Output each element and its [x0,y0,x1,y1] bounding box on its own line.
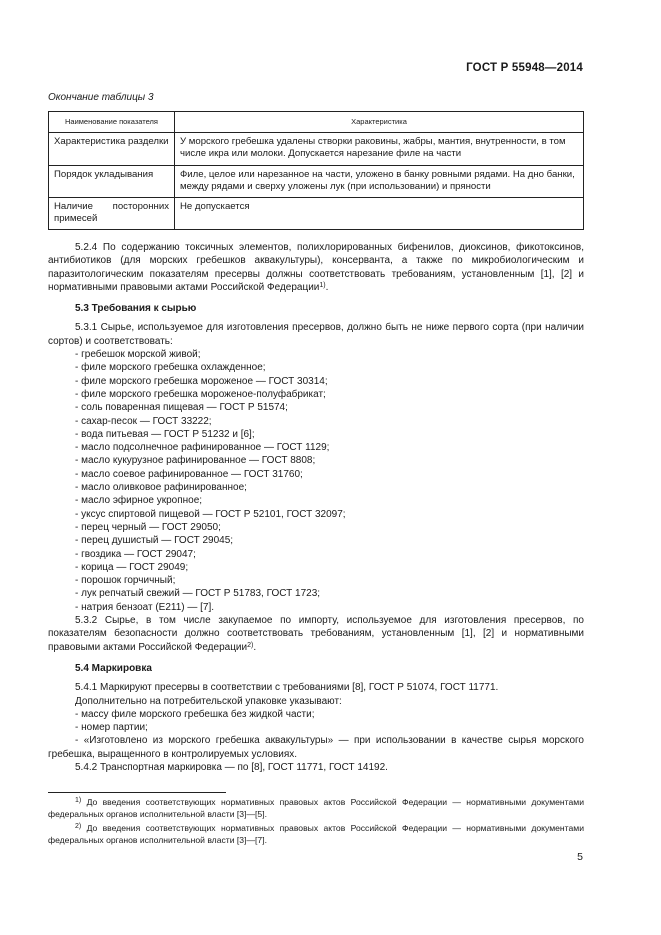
list-item: - филе морского гребешка охлажденное; [75,362,266,374]
list-item: - корица — ГОСТ 29049; [75,561,189,573]
list-item: - уксус спиртовой пищевой — ГОСТ Р 52101, ГОСТ 32097; [75,508,346,520]
column-header: Характеристика [175,112,584,133]
document-header: ГОСТ Р 55948—2014 [466,62,583,74]
paragraph-5-2-4: 5.2.4 По содержанию токсичных элементов, полихлорированных бифенилов, диоксинов, фикотоксинов, антибиотиков (для морских гребешков аквакультуры), консерванта, а также по микробиологическим и паразитологическим показателям пресервы должны соответствовать требованиям, установленным [1], [2] и нормативными правовыми актами Российской Федерации$^{1)}$. [48,242,584,293]
table-cell-name: Наличие посторонних примесей [49,198,175,230]
paragraph-5-4-1: 5.4.1 Маркируют пресервы в соответствии с требованиями [8], ГОСТ Р 51074, ГОСТ 11771. [75,682,499,694]
table-row [49,133,584,165]
list-item: - масло соевое рафинированное — ГОСТ 31760; [75,468,303,480]
paragraph-5-3-1: 5.3.1 Сырье, используемое для изготовления пресервов, должно быть не ниже первого сорта (при наличии сортов) и соответствовать: [48,322,584,347]
list-item: - вода питьевая — ГОСТ Р 51232 и [6]; [75,428,255,440]
list-item: - натрия бензоат (Е211) — [7]. [75,601,215,613]
paragraph-5-3-2: 5.3.2 Сырье, в том числе закупаемое по импорту, используемое для изготовления пресервов, по показателям безопасности должно соответствовать требованиям, установленным [1], [2] и нормативными правовыми актами Российской Федерации$^{2)}$. [48,615,584,653]
page-number: 5 [577,851,583,863]
footnote-mark: 2) [75,823,82,830]
footnote-ref: 2) [247,641,254,649]
list-item: - «Изготовлено из морского гребешка аквакультуры» — при использовании в качестве сырья морского гребешка, выращенного в контролируемых условиях. [48,735,584,760]
footnote: $^{1)}$ До введения соответствующих нормативных правовых актов Российской Федерации — нормативными документами федеральных органов исполнительной власти [3]—[5]. [48,797,584,819]
section-heading-5-4: 5.4 Маркировка [75,662,152,674]
list-item: - лук репчатый свежий — ГОСТ Р 51783, ГОСТ 1723; [75,588,321,600]
raw-materials-list [48,348,584,614]
list-item: - перец душистый — ГОСТ 29045; [75,535,234,547]
list-item: - соль поваренная пищевая — ГОСТ Р 51574; [75,402,288,414]
list-item: - филе морского гребешка мороженое — ГОСТ 30314; [75,375,328,387]
list-item: - массу филе морского гребешка без жидкой части; [75,708,315,720]
table-cell-value: У морского гребешка удалены створки раковины, жабры, мантия, внутренности, в том числе икра или молоки. Допускается нарезание филе на части [175,133,584,165]
document-body [48,241,584,774]
list-item: - филе морского гребешка мороженое-полуфабрикат; [75,388,326,400]
paragraph-5-4-1b: Дополнительно на потребительской упаковке указывают: [75,695,342,707]
spec-table [48,111,584,230]
table-cell-value: Не допускается [175,198,584,230]
table-row [49,198,584,230]
table-cell-value: Филе, целое или нарезанное на части, уложено в банку ровными рядами. На дно банки, между рядами и сверху уложены лук (при использовании) и пряности [175,165,584,197]
column-header: Наименование показателя [49,112,175,133]
list-item: - масло оливковое рафинированное; [75,482,247,494]
footnote-mark: 1) [75,797,82,804]
table-header-row [49,112,584,133]
footnote-divider [48,792,226,793]
section-heading-5-3: 5.3 Требования к сырью [75,303,197,315]
table-row [49,165,584,197]
list-item: - номер партии; [75,722,148,734]
list-item: - перец черный — ГОСТ 29050; [75,521,221,533]
list-item: - порошок горчичный; [75,575,176,587]
list-item: - масло кукурузное рафинированное — ГОСТ 8808; [75,455,316,467]
footnote-ref: 1) [319,281,326,289]
list-item: - гребешок морской живой; [75,349,201,361]
table-cell-name: Характеристика разделки [49,133,175,165]
paragraph-5-4-2: 5.4.2 Транспортная маркировка — по [8], ГОСТ 11771, ГОСТ 14192. [75,761,388,773]
table-caption: Окончание таблицы 3 [48,92,154,103]
list-item: - гвоздика — ГОСТ 29047; [75,548,196,560]
list-item: - масло эфирное укропное; [75,495,203,507]
list-item: - масло подсолнечное рафинированное — ГОСТ 1129; [75,442,330,454]
list-item: - сахар-песок — ГОСТ 33222; [75,415,212,427]
table-cell-name: Порядок укладывания [49,165,175,197]
footnote: $^{2)}$ До введения соответствующих нормативных правовых актов Российской Федерации — нормативными документами федеральных органов исполнительной власти [3]—[7]. [48,823,584,845]
